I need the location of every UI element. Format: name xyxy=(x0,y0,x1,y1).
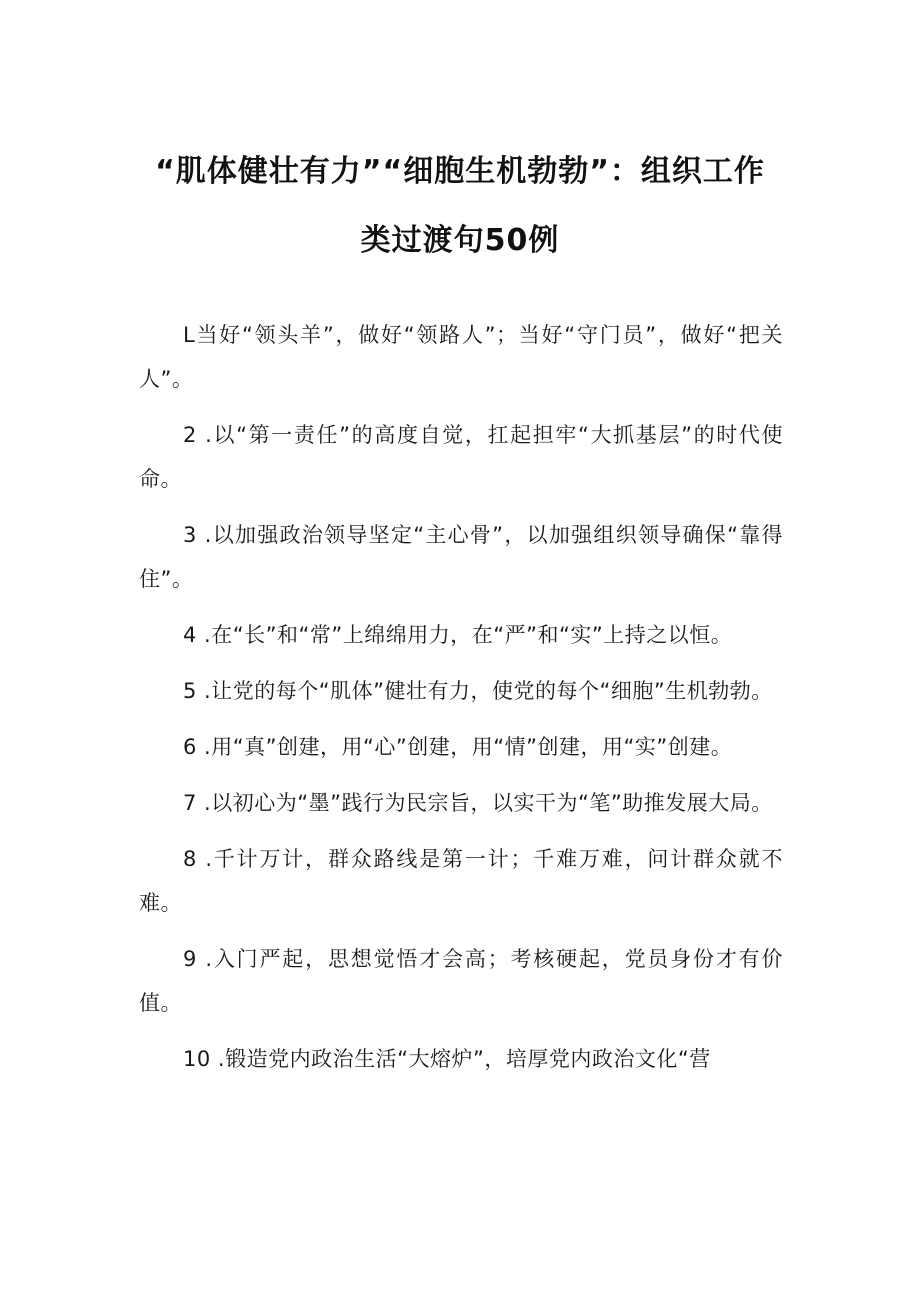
list-item: 6 .用“真”创建，用“心”创建，用“情”创建，用“实”创建。 xyxy=(183,735,733,759)
list-item: 4 .在“长”和“常”上绵绵用力，在“严”和“实”上持之以恒。 xyxy=(183,623,733,647)
list-item: 7 .以初心为“墨”践行为民宗旨，以实干为“笔”助推发展大局。 xyxy=(183,791,773,815)
list-item: L当好“领头羊”，做好“领路人”；当好“守门员”，做好“把关人”。 xyxy=(139,323,783,391)
list-item: 10 .锻造党内政治生活“大熔炉”，培厚党内政治文化“营 xyxy=(183,1047,711,1071)
list-item: 8 .千计万计，群众路线是第一计；千难万难，问计群众就不难。 xyxy=(139,847,783,915)
list-item: 3 .以加强政治领导坚定“主心骨”，以加强组织领导确保“靠得住”。 xyxy=(139,523,783,591)
document-title-line-2: 类过渡句50例 xyxy=(360,223,560,258)
list-item: 5 .让党的每个“肌体”健壮有力，使党的每个“细胞”生机勃勃。 xyxy=(183,679,773,703)
document-title-line-1: “肌体健壮有力”“细胞生机勃勃”：组织工作 xyxy=(155,154,765,189)
list-item: 9 .入门严起，思想觉悟才会高；考核硬起，党员身份才有价值。 xyxy=(139,947,783,1015)
list-item: 2 .以“第一责任”的高度自觉，扛起担牢“大抓基层”的时代使命。 xyxy=(139,423,783,491)
item-list xyxy=(139,313,783,1093)
